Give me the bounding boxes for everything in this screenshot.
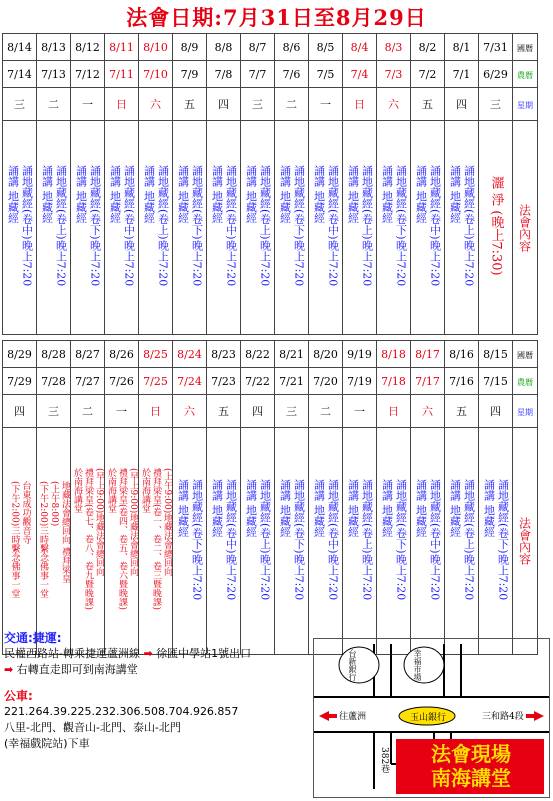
weekday-cell <box>207 88 241 121</box>
event-cell <box>105 428 139 655</box>
wd-text: 三 <box>252 98 263 111</box>
greg-text: 8/9 <box>180 40 199 54</box>
lunar-date-cell <box>207 368 241 395</box>
wd-text: 四 <box>456 98 467 111</box>
row-label-lunar <box>513 61 538 88</box>
gregorian-date-cell <box>173 34 207 61</box>
lunar-date-cell <box>105 368 139 395</box>
bus-stops: 八里-北門、觀音山-北門、泰山-北門 <box>4 721 181 734</box>
event-cell <box>173 428 207 655</box>
greg-text: 8/11 <box>109 40 134 54</box>
weekday-cell <box>377 395 411 428</box>
row-label-text: 法會內容 <box>517 517 532 565</box>
event-text: 灑 淨 (晚上7:30) <box>488 176 504 276</box>
wd-text: 一 <box>116 405 127 418</box>
greg-text: 8/26 <box>109 347 134 361</box>
arrow-icon: ➡ <box>4 663 14 676</box>
lunar-text: 7/4 <box>350 67 369 81</box>
lunar-date-cell <box>241 368 275 395</box>
lunar-text: 7/19 <box>347 374 372 388</box>
event-text: 誦地藏經(卷上)晚上7:20 誦講 地藏經 <box>346 165 374 287</box>
event-cell <box>445 121 479 335</box>
lunar-text: 6/29 <box>483 67 508 81</box>
greg-text: 8/21 <box>279 347 304 361</box>
lunar-text: 7/9 <box>180 67 199 81</box>
lunar-date-cell <box>173 61 207 88</box>
gregorian-date-cell <box>275 34 309 61</box>
row-label-content <box>513 428 538 655</box>
greg-text: 8/7 <box>248 40 267 54</box>
event-cell <box>207 121 241 335</box>
gregorian-date-cell <box>309 341 343 368</box>
row-label-greg <box>513 341 538 368</box>
wd-text: 六 <box>422 405 433 418</box>
wd-text: 五 <box>456 405 467 418</box>
gregorian-date-cell <box>479 341 513 368</box>
walk-directions-text: 右轉直走即可到南海講堂 <box>16 663 138 676</box>
lunar-date-cell <box>377 368 411 395</box>
row-label-text: 星期 <box>517 407 533 417</box>
lunar-date-cell <box>37 368 71 395</box>
weekday-cell <box>139 88 173 121</box>
weekday-cell <box>37 88 71 121</box>
event-text: 誦地藏經(卷中)晚上7:20 誦講 地藏經 <box>108 165 136 287</box>
event-text: (早上9:00)地藏法會總回向 禮拜梁皇(卷四、卷五、卷六暨晚課) 於南海講堂 <box>106 468 138 611</box>
greg-text: 8/3 <box>384 40 403 54</box>
weekday-cell <box>3 395 37 428</box>
schedule-table-2 <box>2 340 538 655</box>
lunar-text: 7/20 <box>313 374 338 388</box>
greg-text: 8/1 <box>452 40 471 54</box>
event-cell <box>411 428 445 655</box>
gregorian-date-cell <box>411 341 445 368</box>
greg-text: 8/15 <box>483 347 508 361</box>
row-label-text: 法會內容 <box>517 203 532 252</box>
greg-text: 8/6 <box>282 40 301 54</box>
gregorian-date-cell <box>411 34 445 61</box>
weekday-cell <box>71 88 105 121</box>
greg-text: 7/31 <box>483 40 508 54</box>
row-label-text: 國曆 <box>517 350 533 360</box>
lunar-text: 7/1 <box>452 67 471 81</box>
lunar-date-cell <box>173 368 207 395</box>
greg-text: 8/25 <box>143 347 168 361</box>
gregorian-date-cell <box>105 34 139 61</box>
gregorian-date-cell <box>173 341 207 368</box>
event-text: 誦地藏經(卷下)晚上7:20 誦講 地藏經 <box>482 478 510 601</box>
wd-text: 三 <box>14 98 25 111</box>
event-text: 誦地藏經(卷上)晚上7:20 誦講 地藏經 <box>448 165 476 287</box>
gregorian-date-cell <box>207 341 241 368</box>
weekday-cell <box>377 88 411 121</box>
lunar-text: 7/29 <box>7 374 32 388</box>
lunar-date-cell <box>445 61 479 88</box>
greg-text: 8/27 <box>75 347 100 361</box>
event-text: (上午9:00)地藏法會總回向 禮拜梁皇(卷一、卷二、卷三暨晚課) 於南海講堂 <box>140 468 172 611</box>
wd-text: 四 <box>218 98 229 111</box>
weekday-cell <box>71 395 105 428</box>
event-text: 誦地藏經(卷中)晚上7:20 誦講 地藏經 <box>312 165 340 287</box>
row-label-text: 國曆 <box>517 43 533 53</box>
lunar-text: 7/17 <box>415 374 440 388</box>
event-text: 誦地藏經(卷中)晚上7:20 誦講 地藏經 <box>210 165 238 287</box>
event-cell <box>343 121 377 335</box>
greg-text: 8/18 <box>381 347 406 361</box>
gregorian-date-cell <box>139 341 173 368</box>
event-text: 誦地藏經(卷下)晚上7:20 誦講 地藏經 <box>380 478 408 601</box>
row-label-lunar <box>513 368 538 395</box>
lunar-text: 7/22 <box>245 374 270 388</box>
location-map <box>313 638 550 798</box>
gregorian-date-cell <box>71 341 105 368</box>
lunar-date-cell <box>105 61 139 88</box>
greg-text: 8/23 <box>211 347 236 361</box>
gregorian-date-cell <box>241 341 275 368</box>
event-cell <box>3 121 37 335</box>
lunar-text: 7/24 <box>177 374 202 388</box>
event-cell <box>37 428 71 655</box>
weekday-cell <box>173 395 207 428</box>
wd-text: 一 <box>354 405 365 418</box>
lunar-text: 7/13 <box>41 67 66 81</box>
lunar-date-cell <box>309 61 343 88</box>
lunar-date-cell <box>241 61 275 88</box>
wd-text: 二 <box>48 98 59 111</box>
greg-text: 8/22 <box>245 347 270 361</box>
event-cell <box>411 121 445 335</box>
lunar-text: 7/12 <box>75 67 100 81</box>
greg-text: 8/17 <box>415 347 440 361</box>
arrow-icon <box>319 711 337 721</box>
venue-label: 法會現場 南海講堂 <box>431 742 511 790</box>
wd-text: 四 <box>14 405 25 418</box>
event-text: 誦地藏經(卷下)晚上7:20 誦講 地藏經 <box>380 165 408 287</box>
wd-text: 六 <box>388 98 399 111</box>
lunar-date-cell <box>309 368 343 395</box>
event-text: 誦地藏經(卷下)晚上7:20 誦講 地藏經 <box>176 165 204 287</box>
row-label-content <box>513 121 538 335</box>
transport-info <box>4 630 304 752</box>
lunar-date-cell <box>411 368 445 395</box>
row-label-text: 農曆 <box>517 377 533 387</box>
bank-marker <box>339 647 379 683</box>
event-cell <box>139 428 173 655</box>
gregorian-date-cell <box>377 34 411 61</box>
greg-text: 8/16 <box>449 347 474 361</box>
gregorian-date-cell <box>343 341 377 368</box>
event-cell <box>173 121 207 335</box>
lunar-text: 7/7 <box>248 67 267 81</box>
row-label-greg <box>513 34 538 61</box>
weekday-cell <box>241 395 275 428</box>
row-label-weekday <box>513 88 538 121</box>
event-cell <box>309 121 343 335</box>
weekday-cell <box>411 88 445 121</box>
bus-numbers: 221.264.39.225.232.306.508.704.926.857 <box>4 705 239 718</box>
bus-stop-name: (幸福戲院站)下車 <box>4 737 90 750</box>
wd-text: 三 <box>48 405 59 418</box>
event-text: 台東成功觀音寺 (下午2:00)三時繫念佛事一堂 <box>9 480 31 599</box>
weekday-cell <box>479 88 513 121</box>
event-text: 誦地藏經(卷中)晚上7:20 誦講 地藏經 <box>414 165 442 287</box>
gregorian-date-cell <box>343 34 377 61</box>
event-cell <box>139 121 173 335</box>
gregorian-date-cell <box>445 34 479 61</box>
lunar-date-cell <box>139 61 173 88</box>
event-cell <box>105 121 139 335</box>
wd-text: 四 <box>490 405 501 418</box>
lunar-text: 7/28 <box>41 374 66 388</box>
weekday-cell <box>479 395 513 428</box>
weekday-cell <box>173 88 207 121</box>
road-label: 三和路4段 <box>482 712 524 722</box>
weekday-cell <box>37 395 71 428</box>
lunar-date-cell <box>275 61 309 88</box>
greg-text: 8/8 <box>214 40 233 54</box>
row-label-text: 農曆 <box>517 70 533 80</box>
lunar-date-cell <box>343 61 377 88</box>
weekday-cell <box>105 395 139 428</box>
weekday-cell <box>139 395 173 428</box>
lunar-date-cell <box>71 61 105 88</box>
bank-label: 玉山銀行 <box>410 713 447 723</box>
market-marker <box>404 647 444 683</box>
lunar-date-cell <box>445 368 479 395</box>
greg-text: 8/13 <box>41 40 66 54</box>
transport-line2 <box>4 662 304 678</box>
gregorian-date-cell <box>309 34 343 61</box>
wd-text: 二 <box>320 405 331 418</box>
weekday-cell <box>207 395 241 428</box>
event-cell <box>377 428 411 655</box>
lunar-text: 7/10 <box>143 67 168 81</box>
lunar-date-cell <box>3 61 37 88</box>
event-cell <box>71 121 105 335</box>
weekday-cell <box>445 395 479 428</box>
greg-text: 9/19 <box>347 347 372 361</box>
market-label: 幸福市場 <box>413 649 422 681</box>
lunar-text: 7/2 <box>418 67 437 81</box>
weekday-cell <box>309 88 343 121</box>
event-text: 誦地藏經(卷下)晚上7:20 誦講 地藏經 <box>74 165 102 287</box>
greg-text: 8/29 <box>7 347 32 361</box>
bank-label: 台新銀行 <box>348 649 357 681</box>
wd-text: 日 <box>116 98 127 111</box>
greg-text: 8/20 <box>313 347 338 361</box>
wd-text: 六 <box>184 405 195 418</box>
event-text: 誦地藏經(卷上)晚上7:20 誦講 地藏經 <box>244 478 272 601</box>
event-text: 誦地藏經(卷下)晚上7:20 誦講 地藏經 <box>278 478 306 601</box>
greg-text: 8/24 <box>177 347 202 361</box>
event-text: 誦地藏經(卷中)晚上7:20 誦講 地藏經 <box>414 478 442 601</box>
bus-heading: 公車: <box>4 689 33 703</box>
event-cell <box>275 428 309 655</box>
wd-text: 二 <box>82 405 93 418</box>
road-label: 往蘆洲 <box>339 712 367 722</box>
lunar-date-cell <box>37 61 71 88</box>
wd-text: 六 <box>150 98 161 111</box>
gregorian-date-cell <box>37 341 71 368</box>
event-text: 誦地藏經(卷中)晚上7:20 誦講 地藏經 <box>312 478 340 601</box>
wd-text: 一 <box>82 98 93 111</box>
greg-text: 8/4 <box>350 40 369 54</box>
lunar-text: 7/21 <box>279 374 304 388</box>
wd-text: 五 <box>218 405 229 418</box>
greg-text: 8/12 <box>75 40 100 54</box>
event-cell <box>343 428 377 655</box>
lunar-text: 7/18 <box>381 374 406 388</box>
metro-transfer-text: 民權西路站-轉乘捷運蘆洲線 <box>4 647 140 660</box>
greg-text: 8/5 <box>316 40 335 54</box>
gregorian-date-cell <box>139 34 173 61</box>
lunar-text: 7/5 <box>316 67 335 81</box>
lunar-text: 7/8 <box>214 67 233 81</box>
weekday-cell <box>445 88 479 121</box>
event-cell <box>3 428 37 655</box>
event-cell <box>479 121 513 335</box>
lunar-text: 7/15 <box>483 374 508 388</box>
event-cell <box>275 121 309 335</box>
event-cell <box>71 428 105 655</box>
event-text: 誦地藏經(卷中)晚上7:20 誦講 地藏經 <box>210 478 238 601</box>
lunar-text: 7/25 <box>143 374 168 388</box>
arrow-icon <box>526 711 544 721</box>
wd-text: 日 <box>150 405 161 418</box>
lunar-date-cell <box>343 368 377 395</box>
weekday-cell <box>3 88 37 121</box>
event-text: 誦地藏經(卷上)晚上7:20 誦講 地藏經 <box>40 165 68 287</box>
event-cell <box>309 428 343 655</box>
event-cell <box>377 121 411 335</box>
greg-text: 8/14 <box>7 40 32 54</box>
lunar-date-cell <box>207 61 241 88</box>
lunar-date-cell <box>71 368 105 395</box>
wd-text: 二 <box>286 98 297 111</box>
lunar-date-cell <box>275 368 309 395</box>
greg-text: 8/10 <box>143 40 168 54</box>
gregorian-date-cell <box>207 34 241 61</box>
wd-text: 五 <box>184 98 195 111</box>
gregorian-date-cell <box>105 341 139 368</box>
lunar-date-cell <box>377 61 411 88</box>
weekday-cell <box>275 395 309 428</box>
lunar-text: 7/11 <box>109 67 134 81</box>
event-text: 誦地藏經(卷下)晚上7:20 誦講 地藏經 <box>278 165 306 287</box>
wd-text: 三 <box>286 405 297 418</box>
wd-text: 五 <box>422 98 433 111</box>
row-label-weekday <box>513 395 538 428</box>
weekday-cell <box>411 395 445 428</box>
metro-exit-text: 徐匯中學站1號出口 <box>156 647 252 660</box>
wd-text: 四 <box>252 405 263 418</box>
event-cell <box>37 121 71 335</box>
transport-line1 <box>4 646 304 662</box>
lane-label: 382巷 <box>379 747 389 774</box>
event-cell <box>241 428 275 655</box>
weekday-cell <box>105 88 139 121</box>
transport-heading: 交通:捷運: <box>4 631 62 645</box>
event-text: 誦地藏經(卷上)晚上7:20 誦講 地藏經 <box>244 165 272 287</box>
gregorian-date-cell <box>241 34 275 61</box>
event-text: 誦地藏經(卷上)晚上7:20 誦講 地藏經 <box>142 165 170 287</box>
event-cell <box>207 428 241 655</box>
wd-text: 一 <box>320 98 331 111</box>
greg-text: 8/2 <box>418 40 437 54</box>
weekday-cell <box>343 88 377 121</box>
gregorian-date-cell <box>3 341 37 368</box>
event-text: (早上9:00)地藏法會總回向 禮拜梁皇(卷七、卷八、卷九暨晚課) 於南海講堂 <box>72 468 104 611</box>
gregorian-date-cell <box>71 34 105 61</box>
lunar-text: 7/3 <box>384 67 403 81</box>
lunar-date-cell <box>411 61 445 88</box>
weekday-cell <box>343 395 377 428</box>
lunar-date-cell <box>479 368 513 395</box>
lunar-text: 7/23 <box>211 374 236 388</box>
wd-text: 日 <box>388 405 399 418</box>
event-text: 誦地藏經(卷中)晚上7:20 誦講 地藏經 <box>6 165 34 287</box>
gregorian-date-cell <box>37 34 71 61</box>
page-title: 法會日期:7月31日至8月29日 <box>126 5 427 30</box>
gregorian-date-cell <box>3 34 37 61</box>
lunar-text: 7/6 <box>282 67 301 81</box>
weekday-cell <box>309 395 343 428</box>
event-text: 誦地藏經(卷下)晚上7:20 誦講 地藏經 <box>176 478 204 601</box>
event-text: 地藏法會總回向 禮拜梁皇 (上午8:00) (下午2:00)三時繫念佛事一堂 <box>38 480 70 599</box>
wd-text: 三 <box>490 98 501 111</box>
lunar-text: 7/26 <box>109 374 134 388</box>
greg-text: 8/28 <box>41 347 66 361</box>
event-text: 誦地藏經(卷上)晚上7:20 誦講 地藏經 <box>346 478 374 601</box>
event-cell <box>241 121 275 335</box>
event-text: 誦地藏經(卷上)晚上7:20 誦講 地藏經 <box>448 478 476 601</box>
lunar-text: 7/27 <box>75 374 100 388</box>
schedule-table-1 <box>2 33 538 335</box>
lunar-text: 7/16 <box>449 374 474 388</box>
gregorian-date-cell <box>445 341 479 368</box>
gregorian-date-cell <box>275 341 309 368</box>
row-label-text: 星期 <box>517 100 533 110</box>
gregorian-date-cell <box>377 341 411 368</box>
arrow-icon: ➡ <box>143 647 153 660</box>
event-cell <box>479 428 513 655</box>
lunar-text: 7/14 <box>7 67 32 81</box>
gregorian-date-cell <box>479 34 513 61</box>
lunar-date-cell <box>139 368 173 395</box>
lunar-date-cell <box>3 368 37 395</box>
weekday-cell <box>275 88 309 121</box>
weekday-cell <box>241 88 275 121</box>
lunar-date-cell <box>479 61 513 88</box>
event-cell <box>445 428 479 655</box>
wd-text: 日 <box>354 98 365 111</box>
